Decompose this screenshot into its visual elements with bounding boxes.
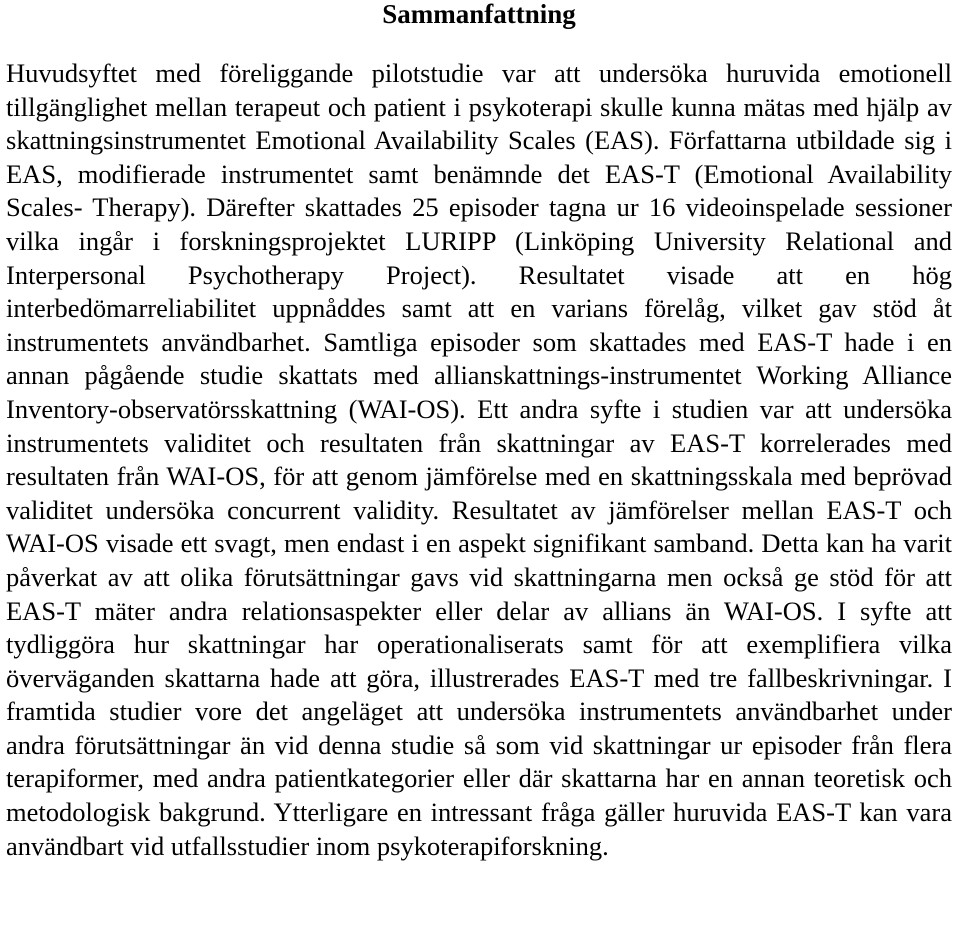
document-title: Sammanfattning <box>382 0 576 29</box>
summary-paragraph: Huvudsyftet med föreliggande pilotstudie var att undersöka huruvida emotionell tillgänglighet mellan terapeut och patient i psykoterapi skulle kunna mätas med hjälp av skattningsinstrumentet Emotional Availability Scales (EAS). Författarna utbildade sig i EAS, modifierade instrumentet samt benämnde det EAS-T (Emotional Availability Scales- Therapy). Därefter skattades 25 episoder tagna ur 16 videoinspelade sessioner vilka ingår i forskningsprojektet LURIPP (Linköping University Relational and Interpersonal Psychotherapy Project). Resultatet visade att en hög interbedömarreliabilitet uppnåddes samt att en varians förelåg, vilket gav stöd åt instrumentets användbarhet. Samtliga episoder som skattades med EAS-T hade i en annan pågående studie skattats med allianskattnings-instrumentet Working Alliance Inventory-observatörsskattning (WAI-OS). Ett andra syfte i studien var att undersöka instrumentets validitet och resultaten från skattningar av EAS-T korrelerades med resultaten från WAI-OS, för att genom jämförelse med en skattningsskala med beprövad validitet undersöka concurrent validity. Resultatet av jämförelser mellan EAS-T och WAI-OS visade ett svagt, men endast i en aspekt signifikant samband. Detta kan ha varit påverkat av att olika förutsättningar gavs vid skattningarna men också ge stöd för att EAS-T mäter andra relationsaspekter eller delar av allians än WAI-OS. I syfte att tydliggöra hur skattningar har operationaliserats samt för att exemplifiera vilka överväganden skattarna hade att göra, illustrerades EAS-T med tre fallbeskrivningar. I framtida studier vore det angeläget att undersöka instrumentets användbarhet under andra förutsättningar än vid denna studie så som vid skattningar ur episoder från flera terapiformer, med andra patientkategorier eller där skattarna har en annan teoretisk och metodologisk bakgrund. Ytterligare en intressant fråga gäller huruvida EAS-T kan vara användbart vid utfallsstudier inom psykoterapiforskning. <box>6 58 952 861</box>
